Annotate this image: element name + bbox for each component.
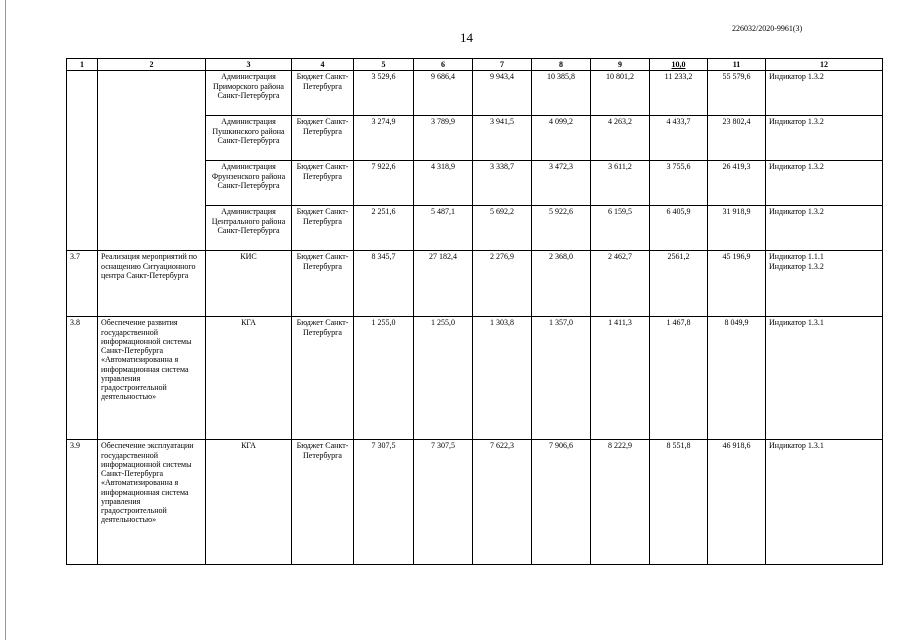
indicator-cell bbox=[766, 317, 883, 440]
column-header: 8 bbox=[532, 59, 591, 71]
page-number: 14 bbox=[460, 30, 473, 45]
executor-cell: Администрация Центрального района Санкт-Петербурга bbox=[206, 206, 292, 251]
indicator-cell bbox=[766, 161, 883, 206]
value-cell: 3 529,6 bbox=[354, 71, 414, 116]
value-cell: 2 462,7 bbox=[591, 251, 650, 317]
value-cell: 6 159,5 bbox=[591, 206, 650, 251]
indicator-label: Индикатор 1.3.2 bbox=[769, 207, 824, 217]
total-cell: 26 419,3 bbox=[708, 161, 766, 206]
budget-table bbox=[66, 58, 883, 565]
header-row bbox=[67, 59, 883, 71]
value-cell: 2 251,6 bbox=[354, 206, 414, 251]
value-cell: 1 255,0 bbox=[354, 317, 414, 440]
source-cell: Бюджет Санкт-Петербурга bbox=[292, 317, 354, 440]
total-cell: 45 196,9 bbox=[708, 251, 766, 317]
column-header: 4 bbox=[292, 59, 354, 71]
action-cell: Обеспечение развития государственной информационной системы Санкт-Петербурга «Автоматизированна я информационная система управления градостроительной деятельностью» bbox=[98, 317, 206, 440]
value-cell: 2 368,0 bbox=[532, 251, 591, 317]
value-cell: 1 411,3 bbox=[591, 317, 650, 440]
value-cell: 4 263,2 bbox=[591, 116, 650, 161]
value-cell: 8 345,7 bbox=[354, 251, 414, 317]
value-cell: 10 385,8 bbox=[532, 71, 591, 116]
total-cell: 46 918,6 bbox=[708, 440, 766, 565]
indicator-cell bbox=[766, 116, 883, 161]
column-header: 6 bbox=[414, 59, 473, 71]
column-header: 7 bbox=[473, 59, 532, 71]
indicator-label: Индикатор 1.3.1 bbox=[769, 318, 824, 328]
value-cell: 1 255,0 bbox=[414, 317, 473, 440]
value-cell: 5 487,1 bbox=[414, 206, 473, 251]
source-cell: Бюджет Санкт-Петербурга bbox=[292, 206, 354, 251]
value-cell: 1 303,8 bbox=[473, 317, 532, 440]
value-cell: 5 692,2 bbox=[473, 206, 532, 251]
indicator-cell bbox=[766, 71, 883, 116]
value-cell: 9 943,4 bbox=[473, 71, 532, 116]
source-cell: Бюджет Санкт-Петербурга bbox=[292, 251, 354, 317]
column-header: 2 bbox=[98, 59, 206, 71]
value-cell: 8 222,9 bbox=[591, 440, 650, 565]
source-cell: Бюджет Санкт-Петербурга bbox=[292, 71, 354, 116]
column-header: 5 bbox=[354, 59, 414, 71]
value-cell: 4 318,9 bbox=[414, 161, 473, 206]
source-cell: Бюджет Санкт-Петербурга bbox=[292, 116, 354, 161]
row-number bbox=[67, 71, 98, 251]
table-row bbox=[67, 251, 883, 317]
total-cell: 55 579,6 bbox=[708, 71, 766, 116]
column-header: 3 bbox=[206, 59, 292, 71]
value-cell: 11 233,2 bbox=[650, 71, 708, 116]
indicator-cell bbox=[766, 251, 883, 317]
action-cell: Обеспечение эксплуатации государственной информационной системы Санкт-Петербурга «Автоматизированна я информационная система управления градостроительной деятельностью» bbox=[98, 440, 206, 565]
executor-cell: Администрация Пушкинского района Санкт-Петербурга bbox=[206, 116, 292, 161]
value-cell: 9 686,4 bbox=[414, 71, 473, 116]
value-cell: 1 467,8 bbox=[650, 317, 708, 440]
value-cell: 3 941,5 bbox=[473, 116, 532, 161]
total-cell: 8 049,9 bbox=[708, 317, 766, 440]
row-number: 3.9 bbox=[67, 440, 98, 565]
column-header: 9 bbox=[591, 59, 650, 71]
table-row bbox=[67, 317, 883, 440]
value-cell: 7 922,6 bbox=[354, 161, 414, 206]
action-cell: Реализация мероприятий по оснащению Ситуационного центра Санкт-Петербурга bbox=[98, 251, 206, 317]
value-cell: 7 906,6 bbox=[532, 440, 591, 565]
indicator-label: Индикатор 1.3.2 bbox=[769, 162, 824, 172]
value-cell: 3 274,9 bbox=[354, 116, 414, 161]
executor-cell: КИС bbox=[206, 251, 292, 317]
indicator-cell bbox=[766, 206, 883, 251]
table-row bbox=[67, 71, 883, 116]
value-cell: 3 472,3 bbox=[532, 161, 591, 206]
value-cell: 1 357,0 bbox=[532, 317, 591, 440]
value-cell: 3 755,6 bbox=[650, 161, 708, 206]
value-cell: 6 405,9 bbox=[650, 206, 708, 251]
indicator-label: Индикатор 1.1.1 bbox=[769, 252, 824, 262]
row-number: 3.7 bbox=[67, 251, 98, 317]
row-number: 3.8 bbox=[67, 317, 98, 440]
column-header: 11 bbox=[708, 59, 766, 71]
value-cell: 3 789,9 bbox=[414, 116, 473, 161]
source-cell: Бюджет Санкт-Петербурга bbox=[292, 161, 354, 206]
column-header: 12 bbox=[766, 59, 883, 71]
value-cell: 7 622,3 bbox=[473, 440, 532, 565]
document-code: 226032/2020-9961(3) bbox=[732, 24, 803, 33]
value-cell: 27 182,4 bbox=[414, 251, 473, 317]
value-cell: 2 276,9 bbox=[473, 251, 532, 317]
value-cell: 2561,2 bbox=[650, 251, 708, 317]
column-header: 1 bbox=[67, 59, 98, 71]
value-cell: 5 922,6 bbox=[532, 206, 591, 251]
indicator-label: Индикатор 1.3.2 bbox=[769, 261, 824, 271]
action-cell bbox=[98, 71, 206, 251]
indicator-label: Индикатор 1.3.2 bbox=[769, 117, 824, 127]
table-row bbox=[67, 440, 883, 565]
indicator-label: Индикатор 1.3.2 bbox=[769, 72, 824, 82]
indicator-cell bbox=[766, 440, 883, 565]
margin-line bbox=[5, 0, 6, 640]
indicator-label: Индикатор 1.3.1 bbox=[769, 441, 824, 451]
value-cell: 3 611,2 bbox=[591, 161, 650, 206]
value-cell: 8 551,8 bbox=[650, 440, 708, 565]
value-cell: 7 307,5 bbox=[354, 440, 414, 565]
value-cell: 4 099,2 bbox=[532, 116, 591, 161]
source-cell: Бюджет Санкт-Петербурга bbox=[292, 440, 354, 565]
value-cell: 3 338,7 bbox=[473, 161, 532, 206]
column-header: 10,0 bbox=[650, 59, 708, 71]
executor-cell: Администрация Фрунзенского района Санкт-Петербурга bbox=[206, 161, 292, 206]
total-cell: 23 802,4 bbox=[708, 116, 766, 161]
executor-cell: КГА bbox=[206, 440, 292, 565]
value-cell: 4 433,7 bbox=[650, 116, 708, 161]
value-cell: 10 801,2 bbox=[591, 71, 650, 116]
value-cell: 7 307,5 bbox=[414, 440, 473, 565]
executor-cell: КГА bbox=[206, 317, 292, 440]
executor-cell: Администрация Приморского района Санкт-Петербурга bbox=[206, 71, 292, 116]
total-cell: 31 918,9 bbox=[708, 206, 766, 251]
